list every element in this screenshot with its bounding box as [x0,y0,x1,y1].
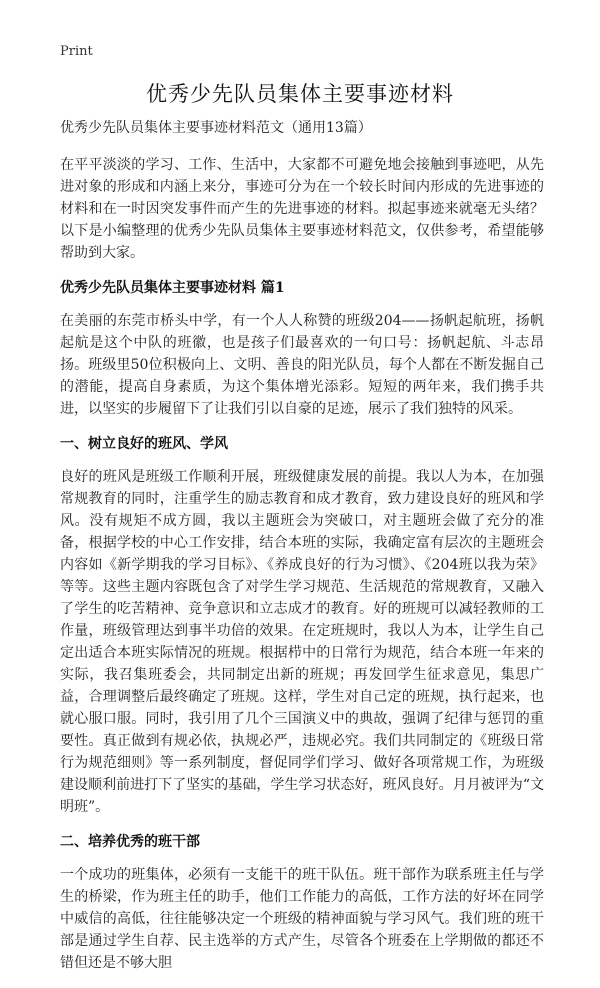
subsection-heading-2: 二、培养优秀的班干部 [60,834,200,850]
subsection-heading-1: 一、树立良好的班风、学风 [60,436,228,452]
page-title: 优秀少先队员集体主要事迹材料 [146,82,454,106]
subtitle: 优秀少先队员集体主要事迹材料范文（通用13篇） [60,120,372,136]
intro-paragraph: 在平平淡淡的学习、工作、生活中，大家都不可避免地会接触到事迹吧，从先进对象的形成和内涵上来分，事迹可分为在一个较长时间内形成的先进事迹的材料和在一时因突发事件而产生的先进事迹的材料。拟起事迹来就毫无头绪？以下是小编整理的优秀少先队员集体主要事迹材料范文，仅供参考，希望能够帮助到大家。 [60,157,544,261]
print-link[interactable]: Print [60,44,93,59]
article-body [60,118,544,988]
subsection-paragraph-2: 一个成功的班集体，必须有一支能干的班干队伍。班干部作为联系班主任与学生的桥梁，作为班主任的助手，他们工作能力的高低，工作方法的好坏在同学中威信的高低，往往能够决定一个班级的精神面貌与学习风气。我们班的班干部是通过学生自荐、民主选举的方式产生，尽管各个班委在上学期做的都还不错但还是不够大胆 [60,867,544,971]
subsection-paragraph-1: 良好的班风是班级工作顺利开展，班级健康发展的前提。我以人为本，在加强常规教育的同时，注重学生的励志教育和成才教育，致力建设良好的班风和学风。没有规矩不成方圆，我以主题班会为突破口，对主题班会做了充分的准备，根据学校的中心工作安排，结合本班的实际，我确定富有层次的主题班会内容如《新学期我的学习目标》、《养成良好的行为习惯》、《204班以我为荣》等等。这些主题内容既包含了对学生学习规范、生活规范的常规教育，又融入了学生的吃苦精神、竞争意识和立志成才的教育。好的班规可以减轻教师的工作量，班级管理达到事半功倍的效果。在定班规时，我以人为本，让学生自己定出适合本班实际情况的班规。根据栉中的日常行为规范，结合本班一年来的实际，我召集班委会，共同制定出新的班规；再发回学生征求意见，集思广益，合理调整后最终确定了班规。这样，学生对自己定的班规，执行起来，也就心服口服。同时，我引用了几个三国演义中的典故，强调了纪律与惩罚的重要性。真正做到有规必依，执规必严，违规必究。我们共同制定的《班级日常行为规范细则》等一系列制度，督促同学们学习、做好各项常规工作，为班级建设顺利前进打下了坚实的基础，学生学习状态好，班风良好。月月被评为“文明班”。 [60,469,544,815]
section-heading: 优秀少先队员集体主要事迹材料 篇1 [60,280,285,296]
section-paragraph: 在美丽的东莞市桥头中学，有一个人人称赞的班级204——扬帆起航班，扬帆起航是这个中队的班徽，也是孩子们最喜欢的一句口号：扬帆起航、斗志昂扬。班级里50位积极向上、文明、善良的阳光队员，每个人都在不断发掘自己的潜能，提高自身素质，为这个集体增光添彩。短短的两年来，我们携手共进，以坚实的步履留下了让我们引以自豪的足迹，展示了我们独特的风采。 [60,313,544,417]
